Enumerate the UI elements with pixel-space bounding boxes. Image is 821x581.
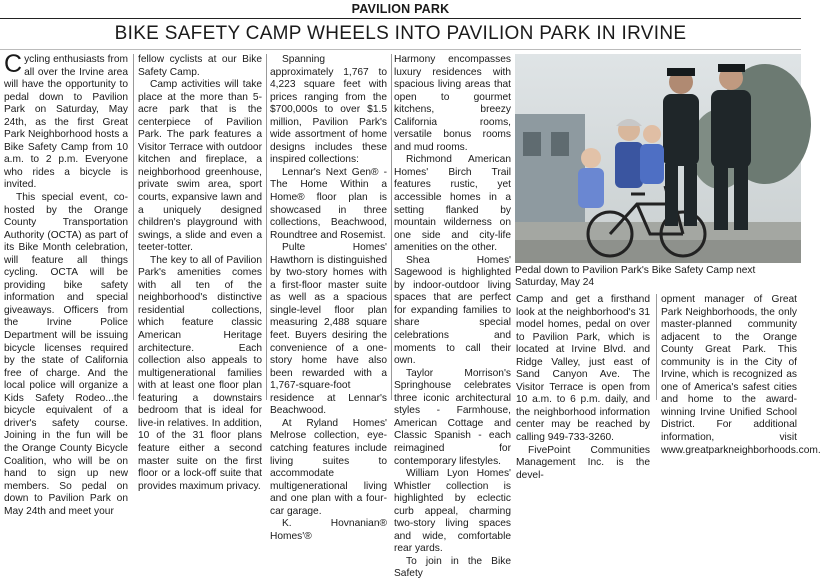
paragraph: Lennar's Next Gen® - The Home Within a Home® floor plan is showcased in three collections, Beachwood, Roundtree and Rosemist. [270, 166, 387, 241]
paragraph: K. Hovnanian® Homes'® [270, 518, 387, 542]
article-column-4 [394, 54, 511, 580]
section-rule [0, 18, 801, 19]
photo-illustration [515, 54, 801, 263]
paragraph: Harmony encompasses luxury residences with spacious living areas that open to gourmet kitchens, breezy California rooms, versatile bonus rooms and mud rooms. [394, 54, 511, 153]
bike-safety-photo [515, 54, 801, 263]
paragraph: Shea Homes' Sagewood is highlighted by indoor-outdoor living spaces that are perfect for expanding families to share special celebrations and moments to call their own. [394, 254, 511, 367]
paragraph: At Ryland Homes' Melrose collection, eye-catching features include living suites to accommodate multigenerational living and one plan with a four-car garage. [270, 417, 387, 517]
article-column-3 [270, 54, 387, 542]
column-divider [656, 294, 657, 400]
paragraph: fellow cyclists at our Bike Safety Camp. [138, 54, 262, 78]
photo-caption: Pedal down to Pavilion Park's Bike Safety Camp next Saturday, May 24 [515, 265, 756, 289]
paragraph: William Lyon Homes' Whistler collection is highlighted by eclectic curb appeal, charming two-story living spaces and wide, comfortable rear yards. [394, 468, 511, 555]
paragraph: To join in the Bike Safety [394, 555, 511, 580]
paragraph: Taylor Morrison's Springhouse celebrates three iconic architectural styles - Farmhouse, American Cottage and Classic Spanish - each reimagined for contemporary lifestyles. [394, 367, 511, 467]
paragraph: Spanning approximately 1,767 to 4,223 square feet with prices ranging from the $700,000s to over $1.5 million, Pavilion Park's wide assortment of home designs includes these inspired collections: [270, 54, 387, 166]
column-divider [391, 54, 392, 400]
article-column-6 [661, 294, 821, 456]
paragraph: Camp and get a firsthand look at the neighborhood's 31 model homes, pedal on over to Pavilion Park, which is located at Irvine Blvd. and Ridge Valley, just east of Sand Canyon Ave. The Visitor Terrace is open from 10 a.m. to 6 p.m. daily, and the neighborhood information center may be reached by calling 949-733-3260. [516, 294, 650, 444]
drop-cap: C [4, 50, 23, 78]
column-divider [266, 54, 267, 400]
headline-rule [0, 49, 801, 50]
paragraph: Pulte Homes' Hawthorn is distinguished by two-story homes with a first-floor master suite as well as a spacious single-level floor plan measuring 2,488 square feet. Buyers desiring the convenience of a one-story home have also been rewarded with a 1,767-square-foot residence at Lennar's Beachwood. [270, 242, 387, 417]
paragraph: opment manager of Great Park Neighborhoods, the only master-planned community adjacent to the Orange County Great Park. This community is in the City of Irvine, which is recognized as one of America's safest cities and home to the award-winning Irvine Unified School District. For additional information, visit www.greatparkneighborhoods.com. [661, 294, 821, 456]
article-column-1 [4, 50, 128, 517]
headline: BIKE SAFETY CAMP WHEELS INTO PAVILION PARK IN IRVINE [114, 23, 687, 44]
section-label: PAVILION PARK [351, 2, 450, 16]
paragraph: FivePoint Communities Management Inc. is the devel- [516, 444, 650, 481]
paragraph: This special event, co-hosted by the Orange County Transportation Authority (OCTA) as part of its Bike Month celebration, will feature all things cycling. OCTA will be providing bike safety information and special giveaways. Officers from the Irvine Police Department will be issuing bicycle licenses required by the state of California free of charge. And the local police will organize a Kids Safety Rodeo...the bicycle equivalent of a driver's safety course. Joining in the fun will be the Orange County Bicycle Coalition, who will be on hand to sign up new members. So pedal on down to Pavilion Park on May 24th and meet your [4, 192, 128, 517]
paragraph: Richmond American Homes' Birch Trail features rustic, yet accessible homes in a setting flanked by mountain wilderness on one side and city-life amenities on the other. [394, 154, 511, 254]
article-column-5 [516, 294, 650, 481]
paragraph: Cycling enthusiasts from all over the Irvine area will have the opportunity to pedal down to Pavilion Park on Saturday, May 24th, as the first Great Park Neighborhood hosts a Bike Safety Camp from 10 a.m. to 2 p.m. Everyone who rides a bicycle is invited. [4, 50, 128, 191]
column-divider [133, 54, 134, 400]
article-column-2 [138, 54, 262, 492]
paragraph: Camp activities will take place at the more than 5-acre park that is the centerpiece of Pavilion Park. The park features a Visitor Terrace with outdoor kitchen and fireplace, a neighborhood greenhouse, private swim area, sport courts, expansive lawn and a uniquely designed children's playground with swings, a slide and even a teeter-totter. [138, 79, 262, 254]
paragraph: The key to all of Pavilion Park's amenities comes with all ten of the neighborhood's distinctive residential collections, which feature classic American Heritage architecture. Each collection also appeals to multigenerational families with at least one floor plan featuring a downstairs bedroom that is ideal for live-in relatives. In addition, 10 of the 31 floor plans feature either a second master suite on the first floor or a lock-off suite that provides maximum privacy. [138, 254, 262, 492]
